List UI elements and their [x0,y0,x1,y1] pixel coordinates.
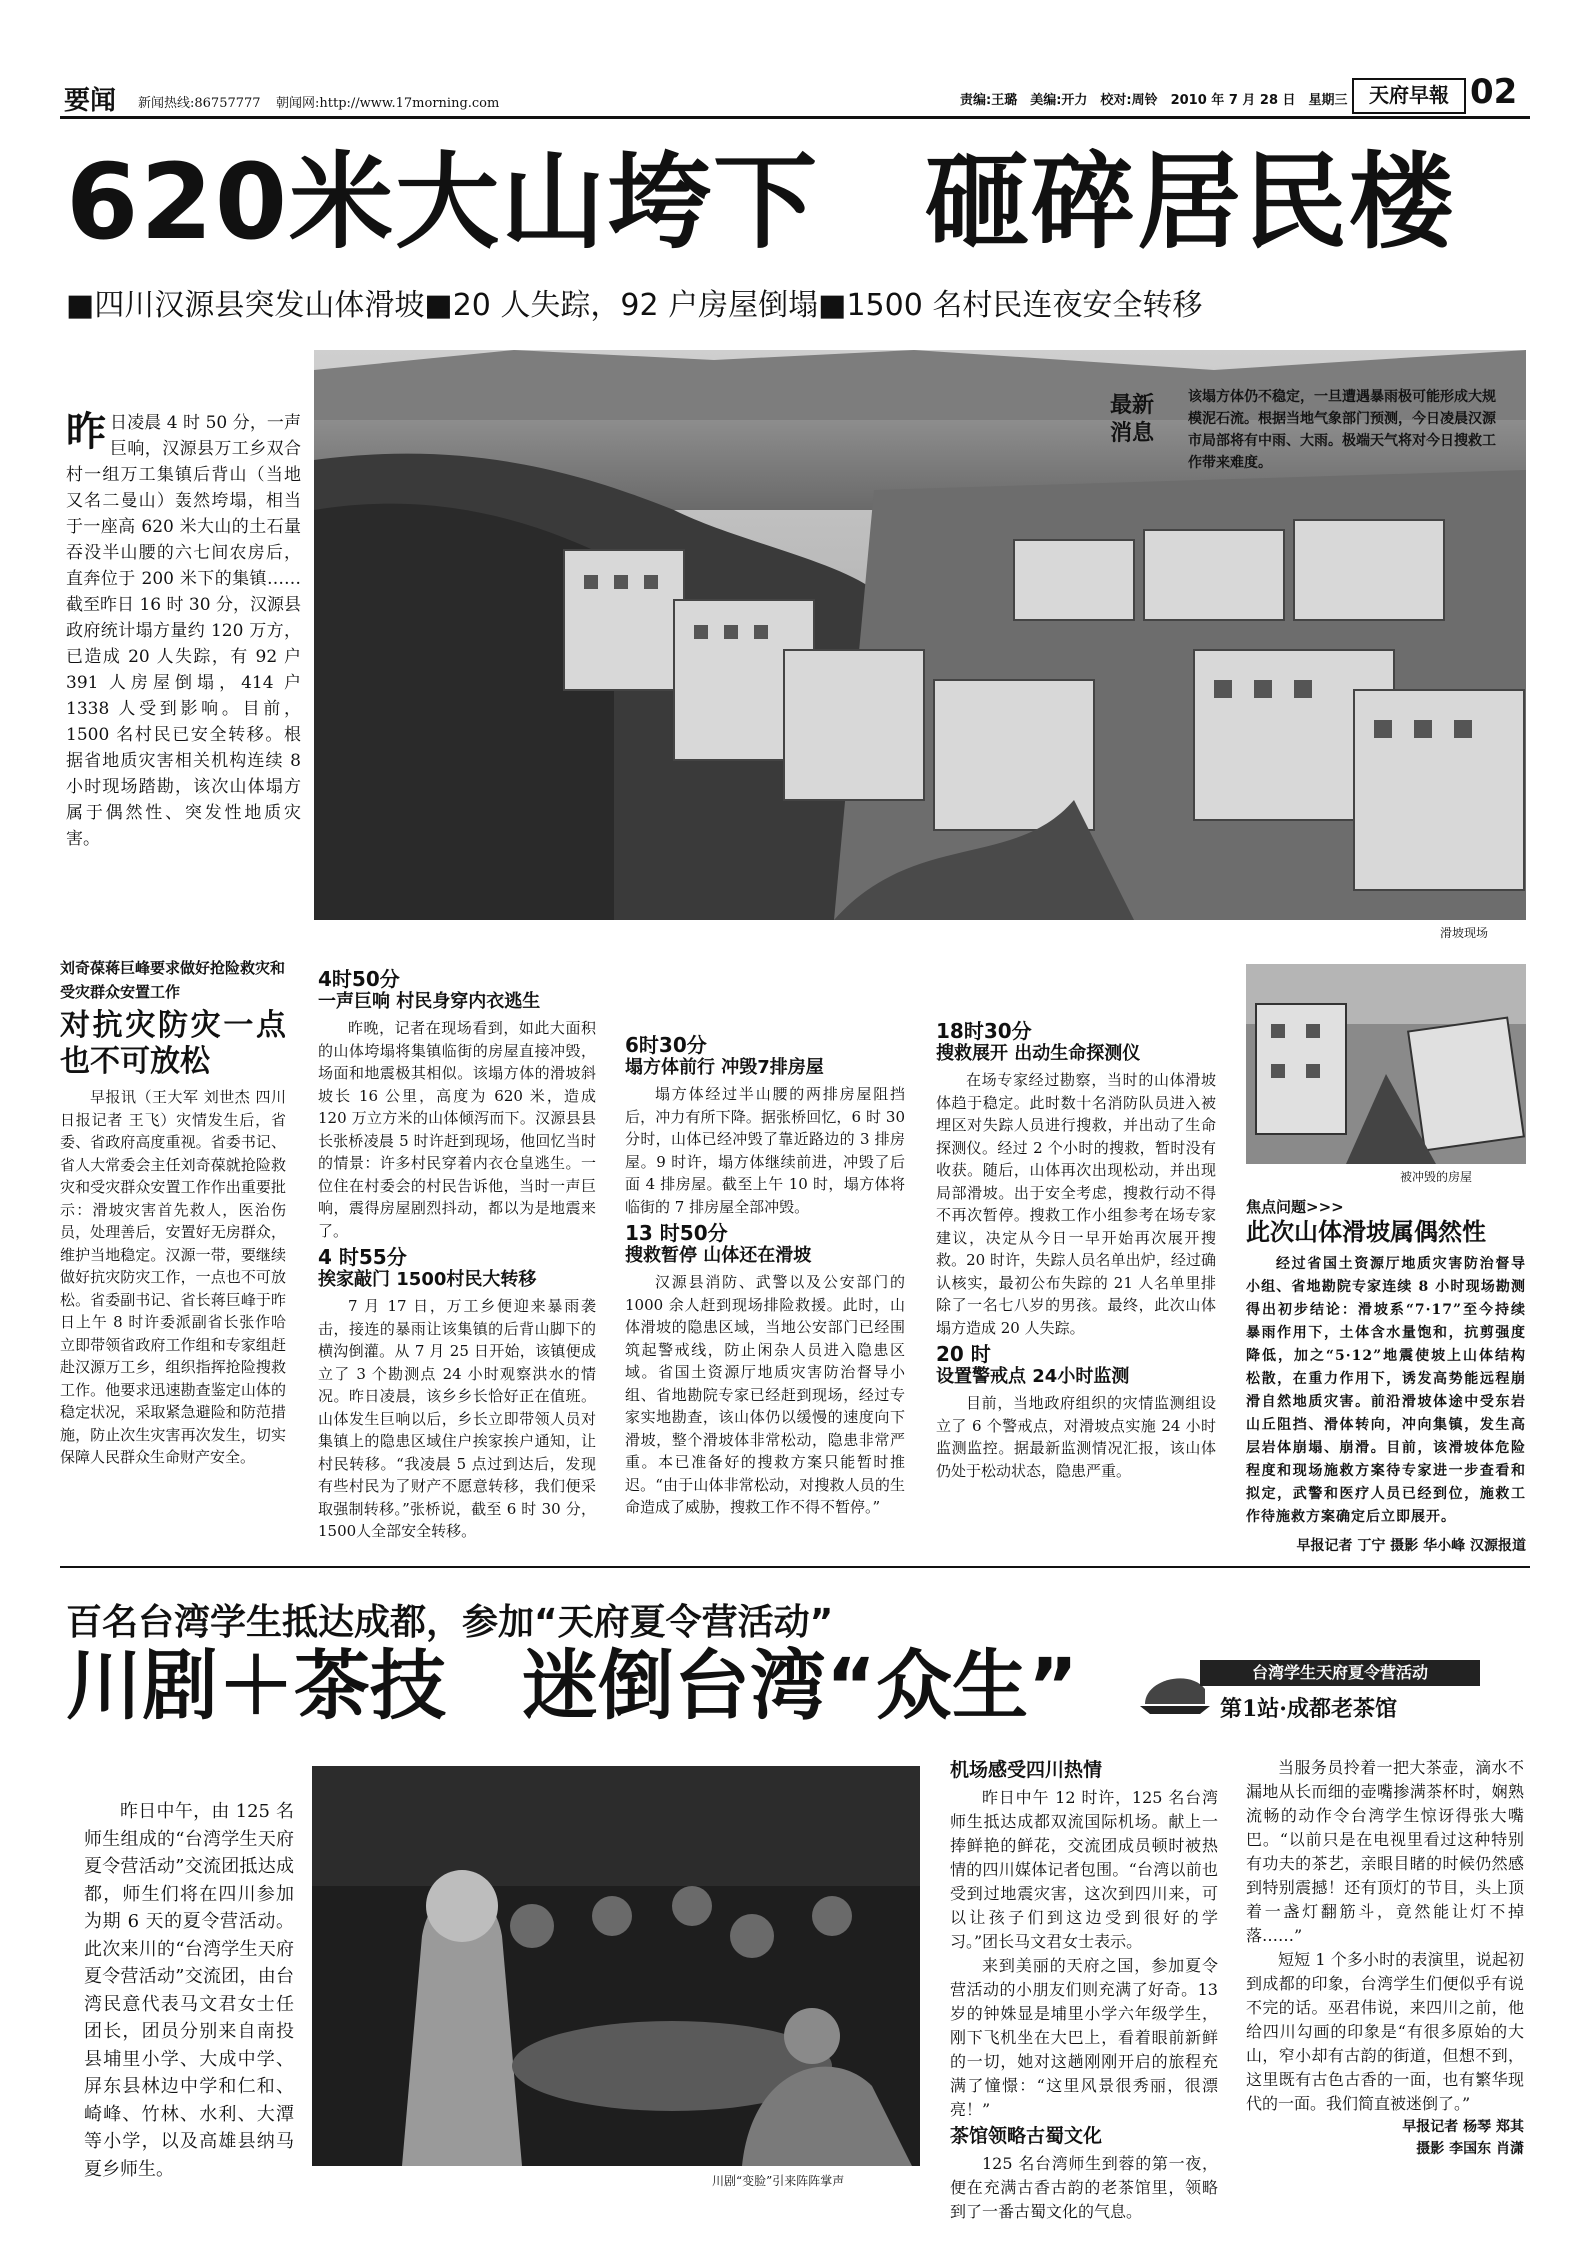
timeline-column-3 [936,1016,1216,1482]
main-headline: 620米大山垮下 砸碎居民楼 [66,141,1456,263]
lower-photo-caption: 川剧“变脸”引来阵阵掌声 [712,2174,845,2188]
latest-news-text: 该塌方体仍不稳定，一旦遭遇暴雨极可能形成大规模泥石流。根据当地气象部门预测，今日凌晨汉源市局部将有中雨、大雨。极端天气将对今日搜救工作带来难度。 [1188,389,1496,471]
paragraph: 当服务员拎着一把大茶壶，滴水不漏地从长而细的壶嘴掺满茶杯时，娴熟流畅的动作令台湾学生惊讶得张大嘴巴。“以前只是在电视里看过这种特别有功夫的茶艺，亲眼目睹的时候仍然感到特别震撼！还有顶灯的节目，头上顶着一盏灯翻筋斗，竟然能让灯不掉落……” [1246,1758,1524,1945]
paragraph: 昨日中午 12 时许，125 名台湾师生抵达成都双流国际机场。献上一捧鲜艳的鲜花，交流团成员顿时被热情的四川媒体记者包围。“台湾以前也受到过地震灾害，这次到四川来，可以让孩子们到这边受到很好的学习。”团长马文君女士表示。 [950,1788,1218,1951]
header-divider [60,116,1530,119]
latest-news-label: 最新消息 [1110,393,1155,446]
lower-kicker: 百名台湾学生抵达成都，参加“天府夏令营活动” [66,1602,834,1643]
lower-photographer: 摄影 李国东 肖潇 [1416,2141,1524,2157]
timeline-time: 4时50分 [318,967,400,991]
lower-column-1 [950,1756,1218,2224]
paper-logo: 天府早報 [1352,78,1466,114]
focus-label: 焦点问题>>> [1246,1198,1344,1216]
page-number: 02 [1470,72,1518,112]
lead-paragraph [66,410,301,852]
sichuan-opera-illustration [312,1766,920,2166]
focus-headline: 此次山体滑坡属偶然性 [1246,1217,1486,1246]
focus-column [1246,1196,1526,1558]
sidebar-text: 早报讯（王大军 刘世杰 四川日报记者 王飞）灾情发生后，省委、省政府高度重视。省委书记、省人大常委会主任刘奇葆就抢险救灾和受灾群众安置工作作出重要批示：滑坡灾害首先救人，医治伤员，处理善后，安置好无房群众，维护当地稳定。汉源一带，要继续做好抗灾防灾工作，一点也不可放松。省委副书记、省长蒋巨峰于昨日上午 8 时许委派副省长张作哈立即带领省政府工作组和专家组赶赴汉源万工乡，组织指挥抢险搜救工作。他要求迅速勘查鉴定山体的稳定状况，采取紧急避险和防范措施，防止次生灾害再次发生，切实保障人民群众生命财产安全。 [60,1088,286,1466]
timeline-text: 目前，当地政府组织的灾情监测组设立了 6 个警戒点，对滑坡点实施 24 小时监测监控。据最新监测情况汇报，该山体仍处于松动状态，隐患严重。 [936,1394,1216,1480]
sidebar-headline: 对抗灾防灾一点也不可放松 [60,1008,286,1079]
timeline-text: 塌方体经过半山腰的两排房屋阻挡后，冲力有所下降。据张桥回忆，6 时 30 分时，山体已经冲毁了靠近路边的 3 排房屋。9 时许，塌方体继续前进，冲毁了后面 4 排房屋。截至上午 10 时，塌方体将临街的 7 排房屋全部冲毁。 [625,1085,905,1216]
sidebar-kicker: 刘奇葆蒋巨峰要求做好抢险救灾和受灾群众安置工作 [60,959,286,1001]
badge-title: 台湾学生天府夏令营活动 [1200,1660,1480,1686]
section-title: 机场感受四川热情 [950,1759,1103,1781]
website-link[interactable]: 朝闻网:http://www.17morning.com [276,96,500,111]
lower-byline: 早报记者 杨琴 郑其 [1402,2119,1524,2135]
timeline-column-2 [625,1030,905,1519]
sidebar-column [60,956,286,1469]
lower-headline: 川剧＋茶技 迷倒台湾“众生” [66,1641,1078,1730]
timeline-time: 6时30分 [625,1033,707,1057]
badge-station: 第1站·成都老茶馆 [1220,1696,1397,1722]
camp-badge [1140,1660,1490,1728]
small-photo-caption: 被冲毁的房屋 [1400,1170,1473,1184]
timeline-time: 4 时55分 [318,1245,407,1269]
timeline-text: 7 月 17 日，万工乡便迎来暴雨袭击，接连的暴雨让该集镇的后背山脚下的横沟倒灌。从 7 月 25 日开始，该镇便成立了 3 个勘测点 24 小时观察洪水的情况。昨日凌晨，该乡乡长恰好正在值班。山体发生巨响以后，乡长立即带领人员对集镇上的隐患区域住户挨家挨户通知，让村民转移。“我凌晨 5 点过到达后，发现有些村民为了财产不愿意转移，我们便采取强制转移。”张桥说，截至 6 时 30 分，1500人全部安全转移。 [318,1297,596,1540]
timeline-text: 昨晚，记者在现场看到，如此大面积的山体垮塌将集镇临街的房屋直接冲毁，场面和地震极其相似。该塌方体的滑坡斜坡长 16 公里，高度为 620 米，造成 120 万立方米的山体倾泻而下。汉源县县长张桥凌晨 5 时许赶到现场，他回忆当时的情景：许多村民穿着内衣仓皇逃生。一位住在村委会的村民告诉他，当时一声巨响，震得房屋剧烈抖动，都以为是地震来了。 [318,1019,596,1240]
timeline-title: 塌方体前行 冲毁7排房屋 [625,1056,824,1078]
timeline-title: 设置警戒点 24小时监测 [936,1365,1130,1387]
section-divider [60,1566,1530,1568]
section-label: 要闻 [64,86,117,116]
timeline-title: 搜救暂停 山体还在滑坡 [625,1244,812,1266]
section-title: 茶馆领略古蜀文化 [950,2125,1103,2147]
paragraph: 来到美丽的天府之国，参加夏令营活动的小朋友们则充满了好奇。13 岁的钟姝显是埔里小学六年级学生，刚下飞机坐在大巴上，看着眼前新鲜的一切，她对这趟刚刚开启的旅程充满了憧憬：“这里风景很秀丽，很漂亮！” [950,1956,1218,2119]
lower-column-2 [1246,1756,1524,2160]
lower-lead: 昨日中午，由 125 名师生组成的“台湾学生天府夏令营活动”交流团抵达成都，师生们将在四川参加为期 6 天的夏令营活动。此次来川的“台湾学生天府夏令营活动”交流团，由台湾民意代表马文君女士任团长，团员分别来自南投县埔里小学、大成中学、屏东县林边中学和仁和、崎峰、竹林、水利、大潭等小学，以及高雄县纳马夏乡师生。 [84,1801,294,2180]
timeline-text: 在场专家经过勘察，当时的山体滑坡体趋于稳定。此时数十名消防队员进入被埋区对失踪人员进行搜救，并出动了生命探测仪。经过 2 个小时的搜救，暂时没有收获。随后，山体再次出现松动，并出现局部滑坡。出于安全考虑，搜救行动不得不再次暂停。搜救工作小组参考在场专家建议，决定从今日一早开始再次展开搜救。20 时许，失踪人员名单出炉，经过确认核实，最初公布失踪的 21 人名单里排除了一名七八岁的男孩。最终，此次山体塌方造成 20 人失踪。 [936,1071,1216,1337]
focus-byline: 早报记者 丁宁 摄影 华小峰 汉源报道 [1296,1538,1526,1554]
timeline-time: 13 时50分 [625,1221,728,1245]
destroyed-houses-illustration [1246,964,1526,1164]
focus-text: 经过省国土资源厅地质灾害防治督导小组、省地勘院专家连续 8 小时现场勘测得出初步结论：滑坡系“7·17”至今持续暴雨作用下，土体含水量饱和，抗剪强度降低，加之“5·12”地震使坡上山体结构松散，在重力作用下，诱发高势能远程崩滑自然地质灾害。前沿滑坡体途中受东岩山丘阻挡、滑体转向，冲向集镇，发生高层岩体崩塌、崩滑。目前，该滑坡体危险程度和现场施救方案待专家进一步查看和拟定，武警和医疗人员已经到位，施救工作待施救方案确定后立即展开。 [1246,1256,1526,1525]
destroyed-houses-photo [1246,964,1526,1164]
main-subhead: ■四川汉源县突发山体滑坡■20 人失踪，92 户房屋倒塌■1500 名村民连夜安全转移 [66,288,1203,323]
paragraph: 125 名台湾师生到蓉的第一夜，便在充满古香古韵的老茶馆里，领略到了一番古蜀文化的气息。 [950,2154,1218,2221]
timeline-text: 汉源县消防、武警以及公安部门的 1000 余人赶到现场排险救援。此时，山体滑坡的隐患区域，当地公安部门已经围筑起警戒线，防止闲杂人员进入隐患区域。省国土资源厅地质灾害防治督导小组、省地勘院专家已经赶到现场，经过专家实地勘查，该山体仍以缓慢的速度向下滑坡，整个滑坡体非常松动，隐患非常严重。本已准备好的搜救方案只能暂时推迟。“由于山体非常松动，对搜救人员的生命造成了威胁，搜救工作不得不暂停。” [625,1273,905,1516]
timeline-column-1 [318,964,596,1543]
editor-credits: 责编:王璐 美编:开力 校对:周铃 2010 年 7 月 28 日 星期三 [960,93,1348,108]
photo-caption: 滑坡现场 [1440,926,1489,940]
news-hotline: 新闻热线:86757777 [138,96,261,111]
timeline-title: 挨家敲门 1500村民大转移 [318,1268,537,1290]
timeline-time: 18时30分 [936,1019,1032,1043]
sichuan-opera-photo [312,1766,920,2166]
timeline-title: 一声巨响 村民身穿内衣逃生 [318,990,541,1012]
timeline-time: 20 时 [936,1342,991,1366]
drop-cap: 昨 [66,409,106,455]
lead-body: 日凌晨 4 时 50 分，一声巨响，汉源县万工乡双合村一组万工集镇后背山（当地又名二曼山）轰然垮塌，相当于一座高 620 米大山的土石量吞没半山腰的六七间农房后，直奔位于 200 米下的集镇……截至昨日 16 时 30 分，汉源县政府统计塌方量约 120 万方，已造成 20 人失踪，有 92 户 391 人房屋倒塌，414 户 1338 人受到影响。目前，1500 名村民已安全转移。根据省地质灾害相关机构连续 8 小时现场踏勘，该次山体塌方属于偶然性、突发性地质灾害。 [66,413,301,849]
paragraph: 短短 1 个多小时的表演里，说起初到成都的印象，台湾学生们便似乎有说不完的话。巫君伟说，来四川之前，他给四川勾画的印象是“有很多原始的大山，窄小却有古韵的街道，但想不到，这里既有古色古香的一面，也有繁华现代的一面。我们简直被迷倒了。” [1246,1950,1524,2113]
timeline-title: 搜救展开 出动生命探测仪 [936,1042,1141,1064]
